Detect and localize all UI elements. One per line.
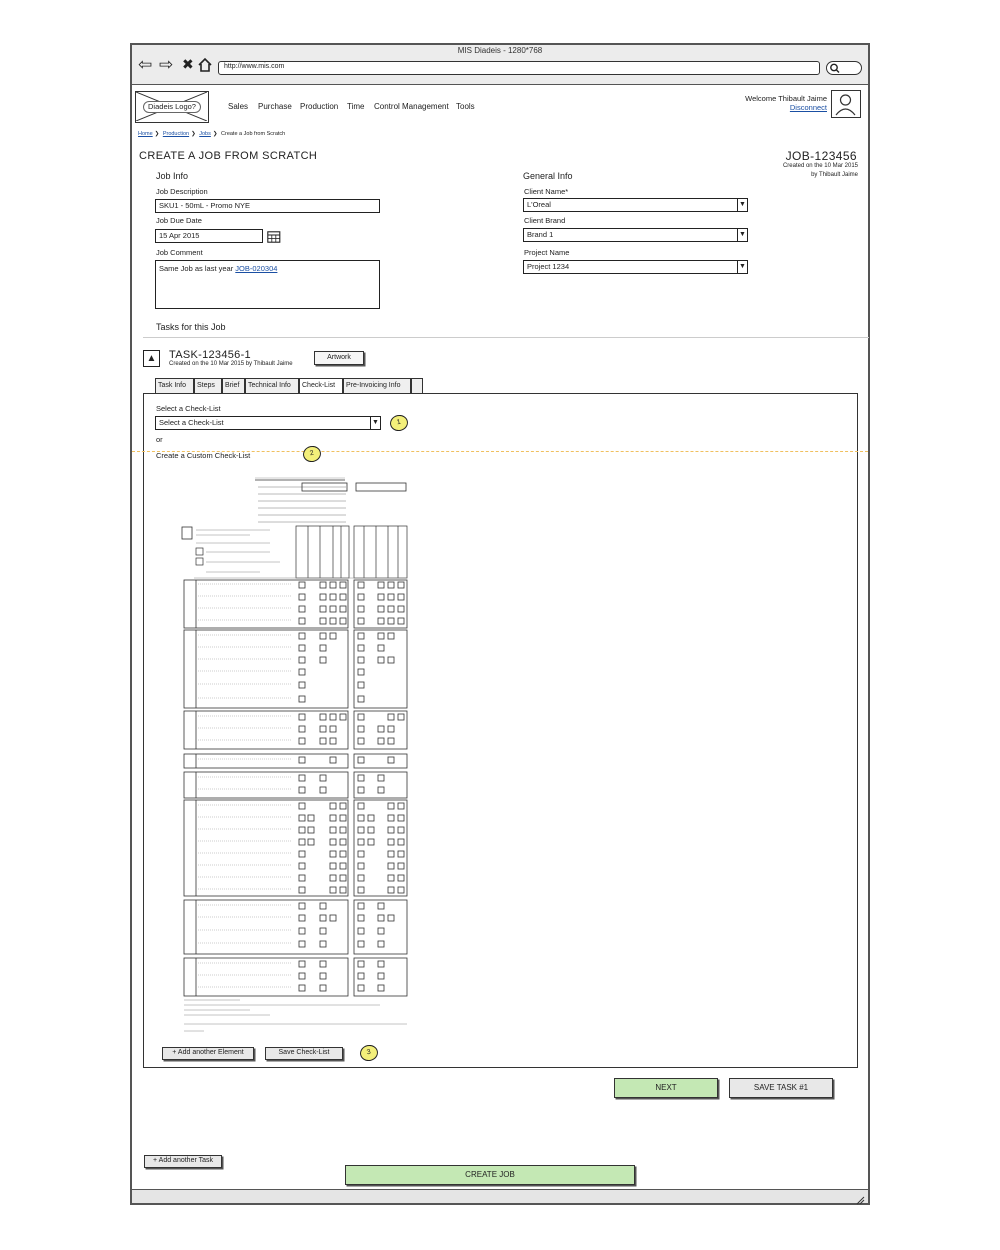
menu-time[interactable]: Time <box>347 102 365 111</box>
tab-brief[interactable]: Brief <box>222 378 245 394</box>
breadcrumb-production[interactable]: Production <box>162 131 190 137</box>
job-due-date-input[interactable]: 15 Apr 2015 <box>155 229 263 243</box>
next-button[interactable]: NEXT <box>614 1078 718 1098</box>
job-description-input[interactable]: SKU1 - 50mL - Promo NYE <box>155 199 380 213</box>
save-task-button[interactable]: SAVE TASK #1 <box>729 1078 833 1098</box>
tab-technical-info[interactable]: Technical Info <box>245 378 299 394</box>
select-checklist-label: Select a Check-List <box>156 404 221 413</box>
client-brand-label: Client Brand <box>524 216 566 225</box>
browser-search[interactable] <box>826 61 862 75</box>
chevron-down-icon[interactable]: ▼ <box>737 260 748 274</box>
welcome-label: Welcome Thibault Jaime <box>745 94 827 103</box>
general-info-heading: General Info <box>523 171 573 181</box>
menu-sales[interactable]: Sales <box>228 102 249 111</box>
breadcrumb <box>138 131 287 137</box>
chevron-right-icon: ❯ <box>191 131 196 137</box>
divider <box>143 337 869 338</box>
chevron-up-icon: ▲ <box>146 353 157 364</box>
window-title: MIS Diadeis - 1280*768 <box>457 46 543 55</box>
tab-pre-invoicing-info[interactable]: Pre-Invoicing Info <box>343 378 411 394</box>
job-due-date-label: Job Due Date <box>156 216 202 225</box>
menu-production[interactable]: Production <box>300 102 339 111</box>
job-info-heading: Job Info <box>156 171 189 181</box>
calendar-icon[interactable] <box>267 230 281 248</box>
menu-control-management[interactable]: Control Management <box>374 102 449 111</box>
tab-steps[interactable]: Steps <box>194 378 222 394</box>
forward-icon[interactable]: ⇨ <box>159 55 174 75</box>
chevron-down-icon[interactable]: ▼ <box>737 228 748 242</box>
breadcrumb-home[interactable]: Home <box>138 131 153 137</box>
project-name-select[interactable] <box>523 260 748 274</box>
chevron-right-icon: ❯ <box>212 131 218 137</box>
close-icon[interactable]: ✖ <box>182 57 194 73</box>
logo-label: Diadeis Logo? <box>143 101 201 113</box>
menu-purchase[interactable]: Purchase <box>258 102 292 111</box>
resize-grip-icon[interactable] <box>855 1192 865 1210</box>
checklist-sheet-image <box>180 470 410 1038</box>
job-comment-link[interactable]: JOB-020304 <box>235 264 278 273</box>
job-comment-text: Same Job as last year <box>159 264 234 273</box>
or-text: or <box>156 435 163 444</box>
collapse-task-button[interactable] <box>143 350 160 367</box>
client-name-label: Client Name* <box>524 187 569 196</box>
tasks-heading: Tasks for this Job <box>156 322 226 332</box>
tab-check-list[interactable]: Check-List <box>299 378 343 395</box>
job-meta <box>720 162 858 180</box>
project-name-label: Project Name <box>524 248 570 257</box>
select-checklist-dropdown[interactable] <box>155 416 381 430</box>
custom-checklist-label: Create a Custom Check-List <box>156 451 251 460</box>
status-bar <box>132 1189 868 1203</box>
job-comment-textarea[interactable] <box>155 260 380 309</box>
chevron-right-icon: ❯ <box>154 131 160 137</box>
home-icon[interactable] <box>197 57 213 78</box>
page-title: CREATE A JOB FROM SCRATCH <box>139 150 318 162</box>
add-element-button[interactable]: + Add another Element <box>162 1047 254 1060</box>
save-checklist-button[interactable]: Save Check-List <box>265 1047 343 1060</box>
job-description-label: Job Description <box>156 187 208 196</box>
menu-tools[interactable]: Tools <box>456 102 475 111</box>
welcome-text <box>700 94 827 112</box>
create-job-button[interactable]: CREATE JOB <box>345 1165 635 1185</box>
task-id: TASK-123456-1 <box>169 349 251 361</box>
client-name-value: L'Oreal <box>527 200 551 209</box>
tab-more[interactable] <box>411 378 423 394</box>
chevron-down-icon[interactable]: ▼ <box>737 198 748 212</box>
job-created-on: Created on the 10 Mar 2015 <box>782 163 858 169</box>
client-brand-value: Brand 1 <box>527 230 554 239</box>
project-name-value: Project 1234 <box>527 262 570 271</box>
job-id: JOB-123456 <box>785 149 857 163</box>
back-icon[interactable]: ⇦ <box>138 55 153 75</box>
disconnect-link[interactable]: Disconnect <box>789 103 827 112</box>
user-avatar-icon[interactable] <box>831 90 861 118</box>
breadcrumb-jobs[interactable]: Jobs <box>199 131 211 137</box>
client-name-select[interactable] <box>523 198 748 212</box>
add-task-button[interactable]: + Add another Task <box>144 1155 222 1168</box>
task-type-badge[interactable]: Artwork <box>314 351 364 365</box>
chevron-down-icon[interactable]: ▼ <box>370 416 381 430</box>
search-icon <box>829 62 843 74</box>
task-meta: Created on the 10 Mar 2015 by Thibault Jaime <box>169 361 293 367</box>
annotation-marker-1: 1 <box>389 413 410 432</box>
job-created-by: by Thibault Jaime <box>811 172 858 178</box>
client-brand-select[interactable] <box>523 228 748 242</box>
tab-task-info[interactable]: Task Info <box>155 378 194 394</box>
breadcrumb-current: Create a Job from Scratch <box>221 131 286 137</box>
annotation-marker-2: 2 <box>302 444 323 463</box>
annotation-marker-3: 3 <box>359 1043 380 1062</box>
select-checklist-value: Select a Check-List <box>159 418 224 427</box>
url-bar[interactable]: http://www.mis.com <box>218 61 820 75</box>
job-comment-label: Job Comment <box>156 248 203 257</box>
